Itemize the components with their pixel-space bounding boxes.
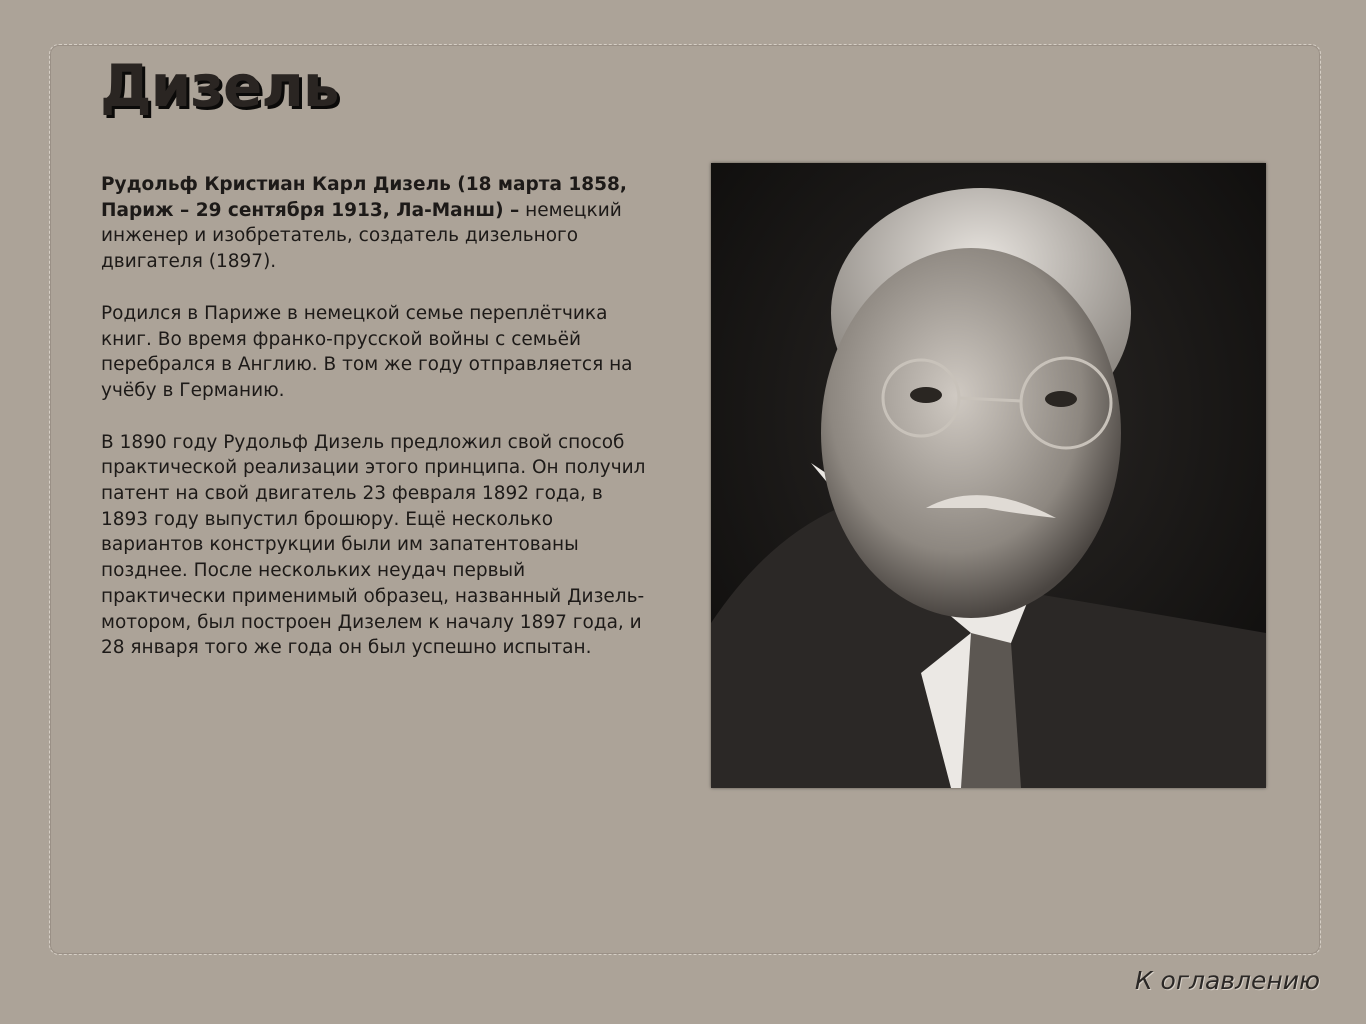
portrait-photo bbox=[711, 163, 1266, 788]
paragraph-3: В 1890 году Рудольф Дизель предложил свой способ практической реализации этого принципа. Он получил патент на свой двигатель 23 февраля 1892 года, в 1893 году выпустил брошюру. Ещё несколько вариантов конструкции были им запатентованы позднее. После нескольких неудач первый практически применимый образец, названный Дизель-мотором, был построен Дизелем к началу 1897 года, и 28 января того же года он был успешно испытан. bbox=[101, 431, 646, 659]
intro-bold: Рудольф Кристиан Карл Дизель (18 марта 1858, Париж – 29 сентября 1913, Ла-Манш) – bbox=[101, 174, 627, 221]
intro-rest: немецкий инженер и изобретатель, создатель дизельного двигателя (1897). bbox=[101, 199, 622, 273]
paragraph-2: Родился в Париже в немецкой семье переплётчика книг. Во время франко-прусской войны с семьёй перебрался в Англию. В том же году отправляется на учёбу в Германию. bbox=[101, 302, 633, 401]
intro-paragraph bbox=[101, 172, 646, 275]
slide-title: Дизель bbox=[100, 52, 339, 120]
table-of-contents-link[interactable]: К оглавлению bbox=[1134, 966, 1320, 995]
slide-body bbox=[101, 172, 646, 687]
